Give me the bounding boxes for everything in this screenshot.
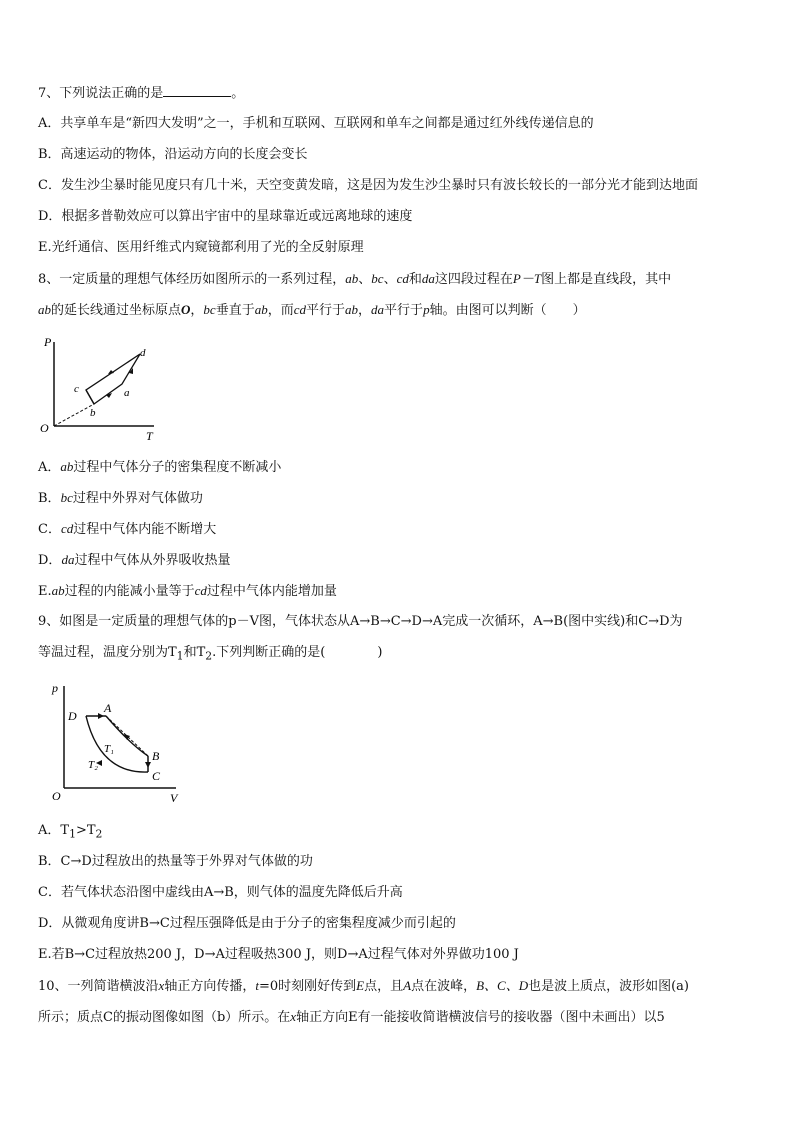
- q8-option-e: E.ab过程的内能减小量等于cd过程中气体内能增加量: [38, 583, 337, 599]
- origin-label: O: [40, 421, 49, 435]
- v-axis-label: V: [170, 791, 178, 805]
- point-d-label: d: [140, 347, 146, 359]
- p-axis-label: p: [52, 681, 58, 695]
- p-axis-label: P: [44, 335, 52, 349]
- cycle-path: [86, 354, 140, 404]
- q7-option-e: E.光纤通信、医用纤维式内窥镜都利用了光的全反射原理: [38, 240, 364, 255]
- q8-option-a: A．ab过程中气体分子的密集程度不断减小: [38, 459, 282, 475]
- t1-label: T₁: [104, 743, 114, 755]
- q8-option-d: D．da过程中气体从外界吸收热量: [38, 552, 231, 568]
- t-axis-label: T: [146, 429, 153, 442]
- q9-option-b: B．C→D过程放出的热量等于外界对气体做的功: [38, 854, 313, 869]
- q7-option-d: D．根据多普勒效应可以算出宇宙中的星球靠近或远离地球的速度: [38, 209, 413, 224]
- extension-line: [54, 404, 94, 426]
- q8-stem-line2: ab的延长线通过坐标原点O，bc垂直于ab，而cd平行于ab，da平行于p轴。由图可以判断（ ）: [38, 302, 586, 318]
- q10-stem-line1: 10、一列简谐横波沿x轴正方向传播，t=0时刻刚好传到E点，且A点在波峰，B、C、D也是波上质点，波形如图(a): [38, 978, 689, 994]
- point-a-label: A: [104, 701, 112, 715]
- q9-pv-diagram: [48, 676, 198, 806]
- q8-option-c: C．cd过程中气体内能不断增大: [38, 521, 217, 537]
- point-d-label: D: [68, 709, 77, 723]
- q7-option-c: C．发生沙尘暴时能见度只有几十米，天空变黄发暗，这是因为发生沙尘暴时只有波长较长的一部分光才能到达地面: [38, 178, 698, 193]
- point-c-label: c: [74, 383, 79, 395]
- q8-option-b: B．bc过程中外界对气体做功: [38, 490, 203, 506]
- q8-stem-line1: 8、一定质量的理想气体经历如图所示的一系列过程，ab、bc、cd和da这四段过程在P－T图上都是直线段，其中: [38, 271, 672, 287]
- t2-label: T₂: [88, 759, 98, 771]
- q7-stem: 7、下列说法正确的是 。: [38, 86, 245, 101]
- point-c-label: C: [152, 769, 161, 783]
- answer-blank: [163, 84, 231, 97]
- point-a-label: a: [124, 387, 130, 399]
- point-b-label: B: [152, 749, 160, 763]
- q9-stem-line1: 9、如图是一定质量的理想气体的p－V图，气体状态从A→B→C→D→A完成一次循环，A→B(图中实线)和C→D为: [38, 614, 683, 629]
- arrow-bc: [145, 762, 151, 768]
- q7-option-a: A．共享单车是“新四大发明”之一，手机和互联网、互联网和单车之间都是通过红外线传递信息的: [38, 116, 594, 131]
- q9-option-d: D．从微观角度讲B→C过程压强降低是由于分子的密集程度减少而引起的: [38, 916, 456, 931]
- q10-stem-line2: 所示；质点C的振动图像如图（b）所示。在x轴正方向E有一能接收简谐横波信号的接收器（图中未画出）以5: [38, 1009, 665, 1025]
- origin-label: O: [52, 789, 61, 803]
- point-b-label: b: [90, 407, 96, 419]
- q9-option-a: A．$T_1>T_2$: [38, 823, 103, 841]
- q9-option-e: E.若B→C过程放热200 J，D→A过程吸热300 J，则D→A过程气体对外界做功100 J: [38, 947, 519, 962]
- q9-stem-line2: 等温过程，温度分别为$T_1$和$T_2$.下列判断正确的是( ): [38, 645, 383, 663]
- q8-pt-diagram: [36, 332, 166, 442]
- q7-option-b: B．高速运动的物体，沿运动方向的长度会变长: [38, 147, 308, 162]
- q9-option-c: C．若气体状态沿图中虚线由A→B，则气体的温度先降低后升高: [38, 885, 403, 900]
